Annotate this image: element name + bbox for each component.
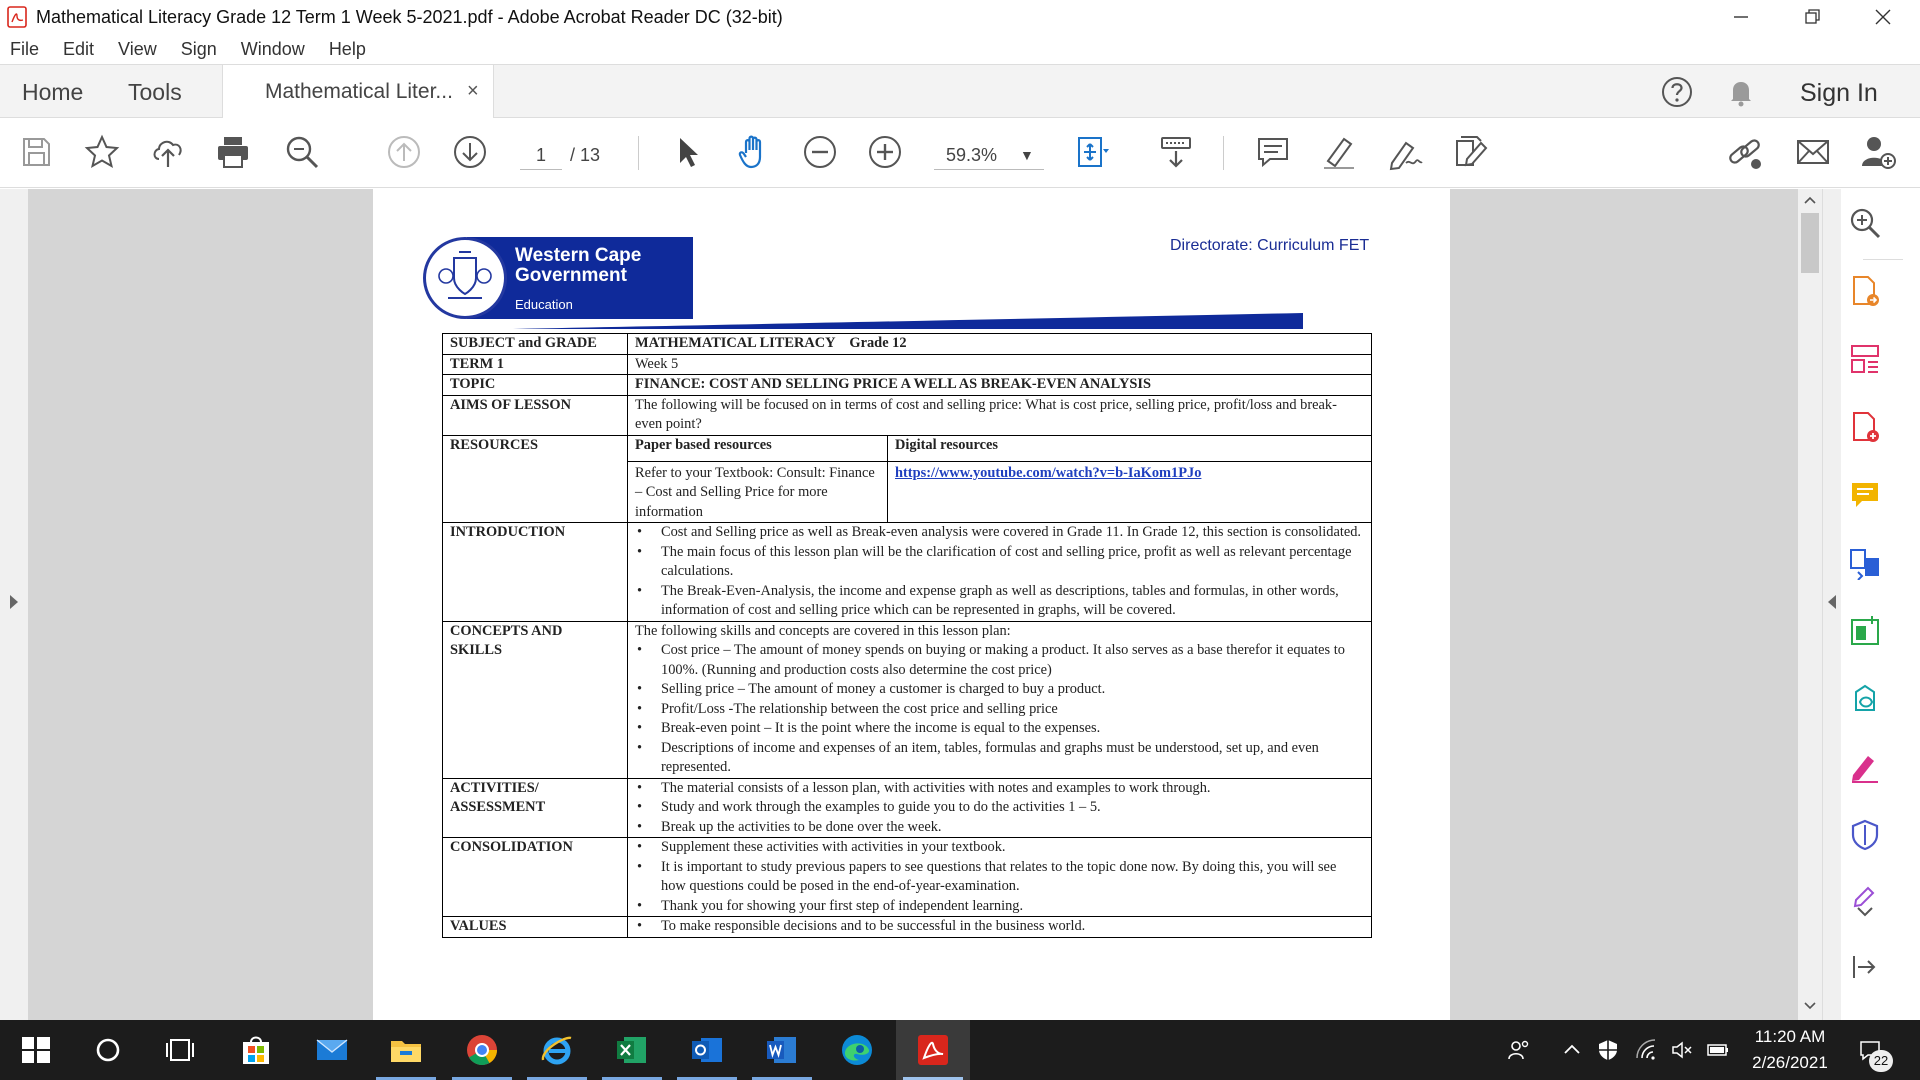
list-item: • Supplement these activities with activities in your textbook. [635,838,1364,858]
collapse-arrow-icon [1848,950,1882,984]
menu-bar [0,34,1920,64]
create-pdf-icon [1848,410,1882,444]
western-cape-logo [423,237,693,319]
previous-page-button[interactable] [384,132,424,172]
activities-list [635,779,1364,838]
print-icon [214,133,252,171]
clock-date: 2/26/2021 [1752,1053,1828,1072]
select-tool-button[interactable] [668,132,708,172]
list-item: • The main focus of this lesson plan will be the clarification of cost and selling price, profit as well as relevant percentage calculations. [635,543,1364,582]
logo-line1: Western Cape [515,245,642,266]
volume-button[interactable] [1668,1036,1696,1064]
row-label: CONSOLIDATION [443,838,628,917]
combine-files-button[interactable] [1845,543,1885,583]
table-row [443,435,1372,461]
row-label: INTRODUCTION [443,523,628,622]
bell-icon [1724,75,1758,109]
restore-icon [1804,8,1822,26]
table-row [443,778,1372,838]
export-pdf-button[interactable] [1845,271,1885,311]
chevron-up-icon [1560,1038,1584,1062]
people-button[interactable] [1505,1036,1533,1064]
mail-app[interactable] [310,1030,354,1070]
scroll-up-icon [1803,195,1817,205]
row-label: SUBJECT and GRADE [443,334,628,355]
edit-pdf-tool-icon [1848,614,1882,648]
row-value: The following will be focused on in terms of cost and selling price: What is cost price, selling price, profit/loss and break-even point? [628,395,1372,435]
excel-icon [614,1032,650,1068]
lesson-plan-table [442,333,1372,938]
table-row [443,334,1372,355]
wifi-icon [1634,1038,1658,1062]
row-value: FINANCE: COST AND SELLING PRICE A WELL AS BREAK-EVEN ANALYSIS [628,375,1372,396]
list-item: • Study and work through the examples to guide you to do the activities 1 – 5. [635,798,1364,818]
edge-app[interactable] [835,1030,879,1070]
row-label-line: CONCEPTS AND [450,622,563,639]
help-icon [1660,75,1694,109]
speaker-muted-icon [1670,1038,1694,1062]
list-item: • Break up the activities to be done over the week. [635,818,1364,838]
collapse-pane-button[interactable] [1845,947,1885,987]
share-link-button[interactable] [1725,132,1765,172]
select-cursor-icon [669,133,707,171]
zoom-in-button[interactable] [865,132,905,172]
list-item: • It is important to study previous papers to see questions that relates to the topic done now. By doing this, you will see how questions could be posed in the end-of-year-examination. [635,858,1364,897]
organize-pages-button[interactable] [1845,339,1885,379]
task-view-icon [162,1032,198,1068]
menu-window[interactable]: Window [240,38,305,59]
row-label-line: ACTIVITIES/ [450,779,539,796]
list-item: • The Break-Even-Analysis, the income and expense graph as well as descriptions, tables and formulas, in other words, information of cost and selling price which can be represented in graphs, will be covered. [635,582,1364,621]
search-button[interactable] [86,1030,130,1070]
security-shield-icon [1596,1038,1620,1062]
export-pdf-icon [1848,274,1882,308]
zoom-out-button[interactable] [800,132,840,172]
save-button[interactable] [16,132,56,172]
internet-explorer-app[interactable] [535,1030,579,1070]
table-row [443,354,1372,375]
fill-sign-tool-button[interactable] [1845,747,1885,787]
acrobat-app[interactable] [911,1030,955,1070]
fill-sign-tool-icon [1848,750,1882,784]
acrobat-app-icon [6,6,28,28]
scroll-mode-icon [1157,133,1195,171]
list-item: • The material consists of a lesson plan, with activities with notes and examples to work through. [635,779,1364,799]
chrome-app[interactable] [460,1030,504,1070]
scroll-down-icon [1803,1001,1817,1011]
table-row [443,838,1372,917]
hand-tool-button[interactable] [734,132,774,172]
protect-button[interactable] [1845,815,1885,855]
organize-pages-icon [1848,342,1882,376]
list-item: • Profit/Loss -The relationship between the cost price and selling price [635,700,1364,720]
hand-icon [735,133,773,171]
edit-pdf-button[interactable] [1450,132,1490,172]
send-for-review-button[interactable] [1845,679,1885,719]
row-label: TERM 1 [443,354,628,375]
list-item: • Cost price – The amount of money spends on buying or making a product. It also serves as a base therefor it equates to 100%. (Running and production costs also determine the cost price) [635,641,1364,680]
add-user-icon [1859,133,1897,171]
left-panel-collapsed[interactable] [0,189,28,1020]
header-swoosh [513,311,1303,331]
outlook-app[interactable] [685,1030,729,1070]
values-list [635,917,1364,937]
vertical-scrollbar[interactable] [1798,189,1822,1020]
tab-bar [0,64,1920,118]
excel-app[interactable] [610,1030,654,1070]
row-label-line: SKILLS [450,642,502,658]
consolidation-list [635,838,1364,916]
close-window-button[interactable] [1848,0,1918,34]
people-icon [1507,1038,1531,1062]
restore-button[interactable] [1778,0,1848,34]
table-row [443,523,1372,622]
toolbar-separator [1223,136,1224,170]
logo-dept: Education [515,297,573,312]
shield-icon [1848,818,1882,852]
next-page-icon [451,133,489,171]
pen-more-icon [1848,884,1882,918]
zoom-search-icon [1848,206,1882,240]
notification-count-badge: 22 [1869,1050,1893,1072]
tab-home[interactable]: Home [22,79,84,105]
send-review-icon [1848,682,1882,716]
battery-button[interactable] [1704,1036,1732,1064]
save-icon [17,133,55,171]
concepts-list [635,641,1364,778]
table-row [443,395,1372,435]
menu-view[interactable]: View [118,38,157,59]
row-label: AIMS OF LESSON [443,395,628,435]
word-icon [764,1032,800,1068]
windows-start-icon [18,1032,54,1068]
list-item: • Cost and Selling price as well as Break-even analysis were covered in Grade 11. In Grade 12, this section is consolidated. [635,523,1364,543]
title-bar [0,0,1920,34]
battery-icon [1706,1038,1730,1062]
collapse-right-panel-icon [1826,593,1838,611]
row-value: MATHEMATICAL LITERACY Grade 12 [628,334,1372,355]
zoom-in-icon [866,133,904,171]
sign-icon [1386,133,1424,171]
youtube-link[interactable]: https://www.youtube.com/watch?v=b-IaKom1PJo [895,464,1202,481]
row-label: VALUES [443,917,628,938]
star-icon [83,133,121,171]
close-icon [1874,8,1892,26]
tab-tools[interactable]: Tools [128,79,182,105]
resources-paper-header: Paper based resources [628,435,888,461]
row-label: RESOURCES [443,435,628,523]
menu-file[interactable]: File [10,38,40,59]
expand-left-panel-icon [7,593,21,611]
find-button[interactable] [282,132,322,172]
sign-in-button[interactable]: Sign In [1800,79,1878,107]
show-hidden-icons-button[interactable] [1558,1036,1586,1064]
share-link-icon [1726,133,1764,171]
table-row [443,917,1372,938]
acrobat-icon [915,1032,951,1068]
print-button[interactable] [213,132,253,172]
edit-pdf-icon [1451,133,1489,171]
menu-edit[interactable]: Edit [63,38,95,59]
highlight-icon [1320,133,1358,171]
tab-document-label: Mathematical Liter... [265,80,453,103]
row-value: Week 5 [628,354,1372,375]
ie-icon [539,1032,575,1068]
row-label: TOPIC [443,375,628,396]
row-label-line: ASSESSMENT [450,799,546,815]
zoom-out-icon [801,133,839,171]
combine-files-icon [1848,546,1882,580]
logo-line2: Government [515,265,627,286]
list-item: • Descriptions of income and expenses of an item, tables, formulas and graphs must be understood, set up, and even represented. [635,739,1364,778]
minimize-button[interactable] [1706,0,1776,34]
help-button[interactable] [1660,75,1696,111]
comment-tool-button[interactable] [1845,475,1885,515]
email-button[interactable] [1793,132,1833,172]
page-total: / 13 [570,145,601,165]
chrome-icon [464,1032,500,1068]
resources-digital-header: Digital resources [888,435,1372,461]
fit-page-button[interactable] [1072,132,1112,172]
pdf-page [373,189,1450,1020]
comment-button[interactable] [1253,132,1293,172]
menu-help[interactable]: Help [328,38,366,59]
task-view-button[interactable] [158,1030,202,1070]
edit-pdf-tool-button[interactable] [1845,611,1885,651]
upload-icon [149,133,187,171]
pane-divider [1863,259,1903,260]
list-item: • To make responsible decisions and to be successful in the business world. [635,917,1364,937]
comment-tool-icon [1848,478,1882,512]
menu-sign[interactable]: Sign [180,38,217,59]
wifi-button[interactable] [1632,1036,1660,1064]
store-icon [238,1032,274,1068]
list-item: • Break-even point – It is the point where the income is equal to the expenses. [635,719,1364,739]
bookmark-button[interactable] [82,132,122,172]
minimize-icon [1732,8,1750,26]
table-row [443,375,1372,396]
directorate-label: Directorate: Curriculum FET [1170,237,1370,254]
notifications-button[interactable] [1724,75,1760,111]
file-explorer-app[interactable] [384,1030,428,1070]
concepts-intro: The following skills and concepts are covered in this lesson plan: [635,622,1011,639]
create-pdf-button[interactable] [1845,407,1885,447]
upload-button[interactable] [148,132,188,172]
comment-icon [1254,133,1292,171]
page-number-input[interactable]: 1 [520,140,562,170]
right-pane-collapse[interactable] [1823,189,1841,1020]
coat-of-arms [423,237,507,319]
window-title: Mathematical Literacy Grade 12 Term 1 Week 5-2021.pdf - Adobe Acrobat Reader DC (32-bit) [36,6,783,27]
list-item: • Thank you for showing your first step of independent learning. [635,897,1364,917]
file-explorer-icon [388,1032,424,1068]
next-page-button[interactable] [450,132,490,172]
search-circle-icon [90,1032,126,1068]
list-item: • Selling price – The amount of money a customer is charged to buy a product. [635,680,1364,700]
fill-sign-button[interactable] [1385,132,1425,172]
word-app[interactable] [760,1030,804,1070]
more-tools-button[interactable] [1845,881,1885,921]
zoom-level-input[interactable]: 59.3% [934,140,1044,170]
clock-time: 11:20 AM [1754,1027,1826,1046]
zoom-tool-button[interactable] [1845,203,1885,243]
outlook-icon [689,1032,725,1068]
add-user-button[interactable] [1858,132,1898,172]
system-clock[interactable] [1740,1024,1840,1076]
store-app[interactable] [234,1030,278,1070]
zoom-dropdown-caret[interactable]: ▼ [1020,147,1034,163]
email-icon [1794,133,1832,171]
toolbar-separator [638,136,639,170]
mail-icon [314,1032,350,1068]
row-label [443,621,628,778]
introduction-list [635,523,1364,621]
tab-document[interactable] [222,65,494,119]
edge-icon [839,1032,875,1068]
right-tools-pane [1822,189,1920,1020]
highlight-button[interactable] [1319,132,1359,172]
prev-page-icon [385,133,423,171]
table-row [443,621,1372,778]
coat-of-arms-icon [426,240,504,316]
scrollbar-thumb[interactable] [1801,213,1819,273]
tab-close-button[interactable]: × [467,80,479,102]
search-zoom-icon [283,133,321,171]
security-tray-button[interactable] [1594,1036,1622,1064]
fit-page-icon [1073,133,1111,171]
resources-paper-text: Refer to your Textbook: Consult: Finance – Cost and Selling Price for more information [628,461,888,523]
scroll-mode-button[interactable] [1156,132,1196,172]
start-button[interactable] [14,1030,58,1070]
row-label [443,778,628,838]
toolbar [0,118,1920,188]
